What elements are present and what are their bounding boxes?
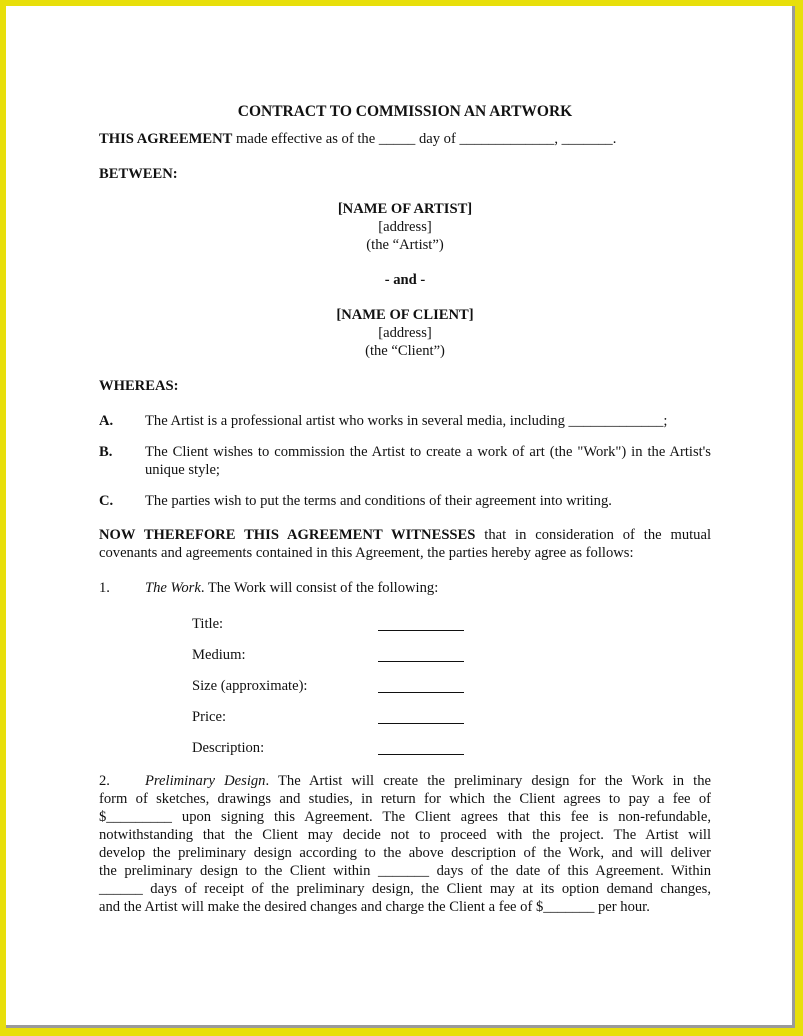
document-page [6, 6, 795, 1028]
intro-text: made effective as of the _____ day of _____________, _______. [232, 131, 617, 147]
clause-number: 2. [99, 773, 110, 789]
field-label: Price: [192, 709, 227, 725]
clause-2-line: notwithstanding that the Client may decide not to proceed with the project. The Artist will [99, 827, 711, 843]
artist-address: [address] [378, 219, 432, 235]
clause-2-line: develop the preliminary design according to the above description of the Work, and will deliver [99, 845, 711, 861]
artist-block [99, 200, 711, 254]
recital-text: The Client wishes to commission the Artist to create a work of art (the "Work") in the Artist's unique style; [145, 444, 711, 478]
client-address: [address] [378, 325, 432, 341]
field-blank[interactable] [378, 708, 464, 724]
field-blank[interactable] [378, 739, 464, 755]
intro-bold: THIS AGREEMENT [99, 131, 233, 147]
recital-label: A. [99, 413, 114, 429]
recital-c [99, 492, 711, 510]
whereas-heading: WHEREAS: [99, 378, 179, 394]
clause-heading: Preliminary Design [145, 773, 266, 789]
recital-text: The Artist is a professional artist who works in several media, including _____________; [145, 413, 668, 429]
clause-1: 1. The Work. The Work will consist of the following: [99, 580, 439, 596]
work-field-title [192, 615, 711, 646]
clause-2-line: $_________ upon signing this Agreement. The Client agrees that this fee is non-refundable, [99, 809, 711, 825]
field-blank[interactable] [378, 615, 464, 631]
client-name: [NAME OF CLIENT] [336, 307, 474, 323]
clause-2-line: 2. Preliminary Design. The Artist will create the preliminary design for the Work in the [99, 773, 711, 789]
document-title: CONTRACT TO COMMISSION AN ARTWORK [237, 103, 573, 120]
clause-2-line: ______ days of receipt of the preliminary design, the Client may at its option demand changes, [99, 881, 711, 897]
recital-label: B. [99, 444, 113, 460]
field-blank[interactable] [378, 677, 464, 693]
recital-text: The parties wish to put the terms and conditions of their agreement into writing. [145, 493, 612, 509]
witness-bold: NOW THEREFORE THIS AGREEMENT WITNESSES [99, 527, 476, 543]
field-label: Description: [192, 740, 265, 756]
field-label: Medium: [192, 647, 246, 663]
field-label: Title: [192, 616, 224, 632]
recital-label: C. [99, 493, 114, 509]
clause-number: 1. [99, 580, 110, 596]
clause-heading: The Work [145, 580, 201, 596]
contract-body [99, 103, 711, 916]
witness-line-1: NOW THEREFORE THIS AGREEMENT WITNESSES that in consideration of the mutual [99, 527, 712, 543]
witness-line-2: covenants and agreements contained in this Agreement, the parties hereby agree as follows: [99, 545, 634, 561]
artist-name: [NAME OF ARTIST] [337, 201, 473, 217]
intro-paragraph [99, 130, 711, 148]
and-separator: - and - [384, 272, 426, 288]
field-label: Size (approximate): [192, 678, 308, 694]
recital-a [99, 412, 711, 430]
clause-2-line: form of sketches, drawings and studies, in return for which the Client agrees to pay a fee of [99, 791, 711, 807]
between-heading: BETWEEN: [99, 166, 178, 182]
work-field-size [192, 677, 711, 708]
work-field-medium [192, 646, 711, 677]
client-block [99, 306, 711, 360]
recital-b [99, 443, 711, 479]
work-field-price [192, 708, 711, 739]
client-role: (the “Client”) [365, 343, 445, 359]
artist-role: (the “Artist”) [366, 237, 444, 253]
clause-2-line: and the Artist will make the desired changes and charge the Client a fee of $_______ per hour. [99, 899, 650, 915]
clause-2 [99, 772, 711, 916]
work-fields [192, 615, 711, 770]
work-field-description [192, 739, 711, 770]
clause-2-line: the preliminary design to the Client within _______ days of the date of this Agreement. Within [99, 863, 711, 879]
field-blank[interactable] [378, 646, 464, 662]
